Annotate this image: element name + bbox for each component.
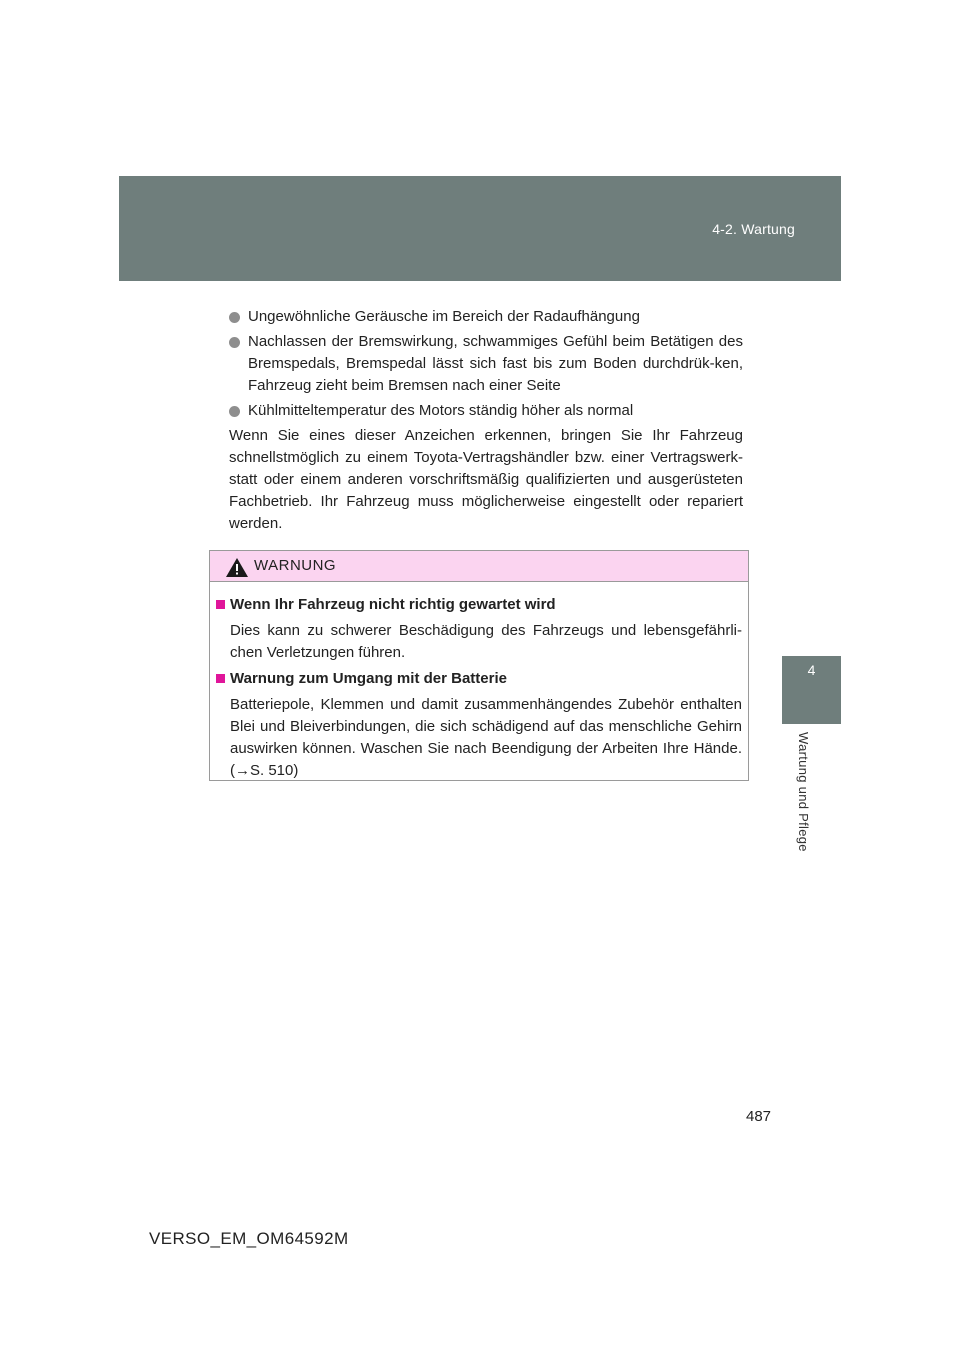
warning-box	[209, 550, 749, 781]
list-item-text: Ungewöhnliche Geräusche im Bereich der Radaufhängung	[248, 308, 640, 325]
warning-item-heading	[216, 668, 742, 690]
header-band	[119, 176, 841, 281]
warning-item-text: Batteriepole, Klemmen und damit zusammenhängendes Zubehör enthalten Blei und Bleiverbindungen, die sich schädigend auf das menschliche Gehirn auswirken können. Waschen Sie nach Beendigung der Arbeiten Ihre Hände. (→S. 510)	[230, 696, 742, 779]
bullet-icon	[229, 406, 240, 417]
warning-header	[210, 551, 748, 582]
bullet-icon	[229, 312, 240, 323]
list-item	[229, 331, 743, 397]
square-bullet-icon	[216, 600, 225, 609]
chapter-number: 4	[807, 662, 816, 678]
chapter-title: Wartung und Pflege	[796, 732, 811, 852]
warning-item-text: Dies kann zu schwerer Beschädigung des Fahrzeugs und lebensgefährli-chen Verletzungen führen.	[230, 622, 742, 661]
warning-heading-text: Warnung zum Umgang mit der Batterie	[230, 670, 507, 687]
section-title: 4-2. Wartung	[712, 221, 795, 237]
body-paragraph: Wenn Sie eines dieser Anzeichen erkennen, bringen Sie Ihr Fahrzeug schnellstmöglich zu einem Toyota-Vertragshändler bzw. einer Vertragswerk-statt oder einem anderen vorschriftsmäßig qualifizierten und ausgerüsteten Fachbetrieb. Ihr Fahrzeug muss möglicherweise eingestellt oder repariert werden.	[229, 427, 743, 532]
warning-body	[210, 582, 748, 782]
square-bullet-icon	[216, 674, 225, 683]
list-item-text: Nachlassen der Bremswirkung, schwammiges Gefühl beim Betätigen des Bremspedals, Bremspedal lässt sich fast bis zum Boden durchdrük-ken, Fahrzeug zieht beim Bremsen nach einer Seite	[248, 333, 743, 394]
main-content	[229, 306, 743, 535]
list-item	[229, 400, 743, 422]
page-number: 487	[746, 1108, 772, 1125]
document-code: VERSO_EM_OM64592M	[149, 1229, 349, 1248]
warning-heading-text: Wenn Ihr Fahrzeug nicht richtig gewartet wird	[230, 596, 556, 613]
list-item	[229, 306, 743, 328]
warning-triangle-icon	[226, 558, 248, 577]
list-item-text: Kühlmitteltemperatur des Motors ständig höher als normal	[248, 402, 634, 419]
bullet-icon	[229, 337, 240, 348]
warning-item-heading	[216, 594, 742, 616]
chapter-tab	[782, 656, 841, 724]
warning-title: WARNUNG	[254, 557, 337, 574]
